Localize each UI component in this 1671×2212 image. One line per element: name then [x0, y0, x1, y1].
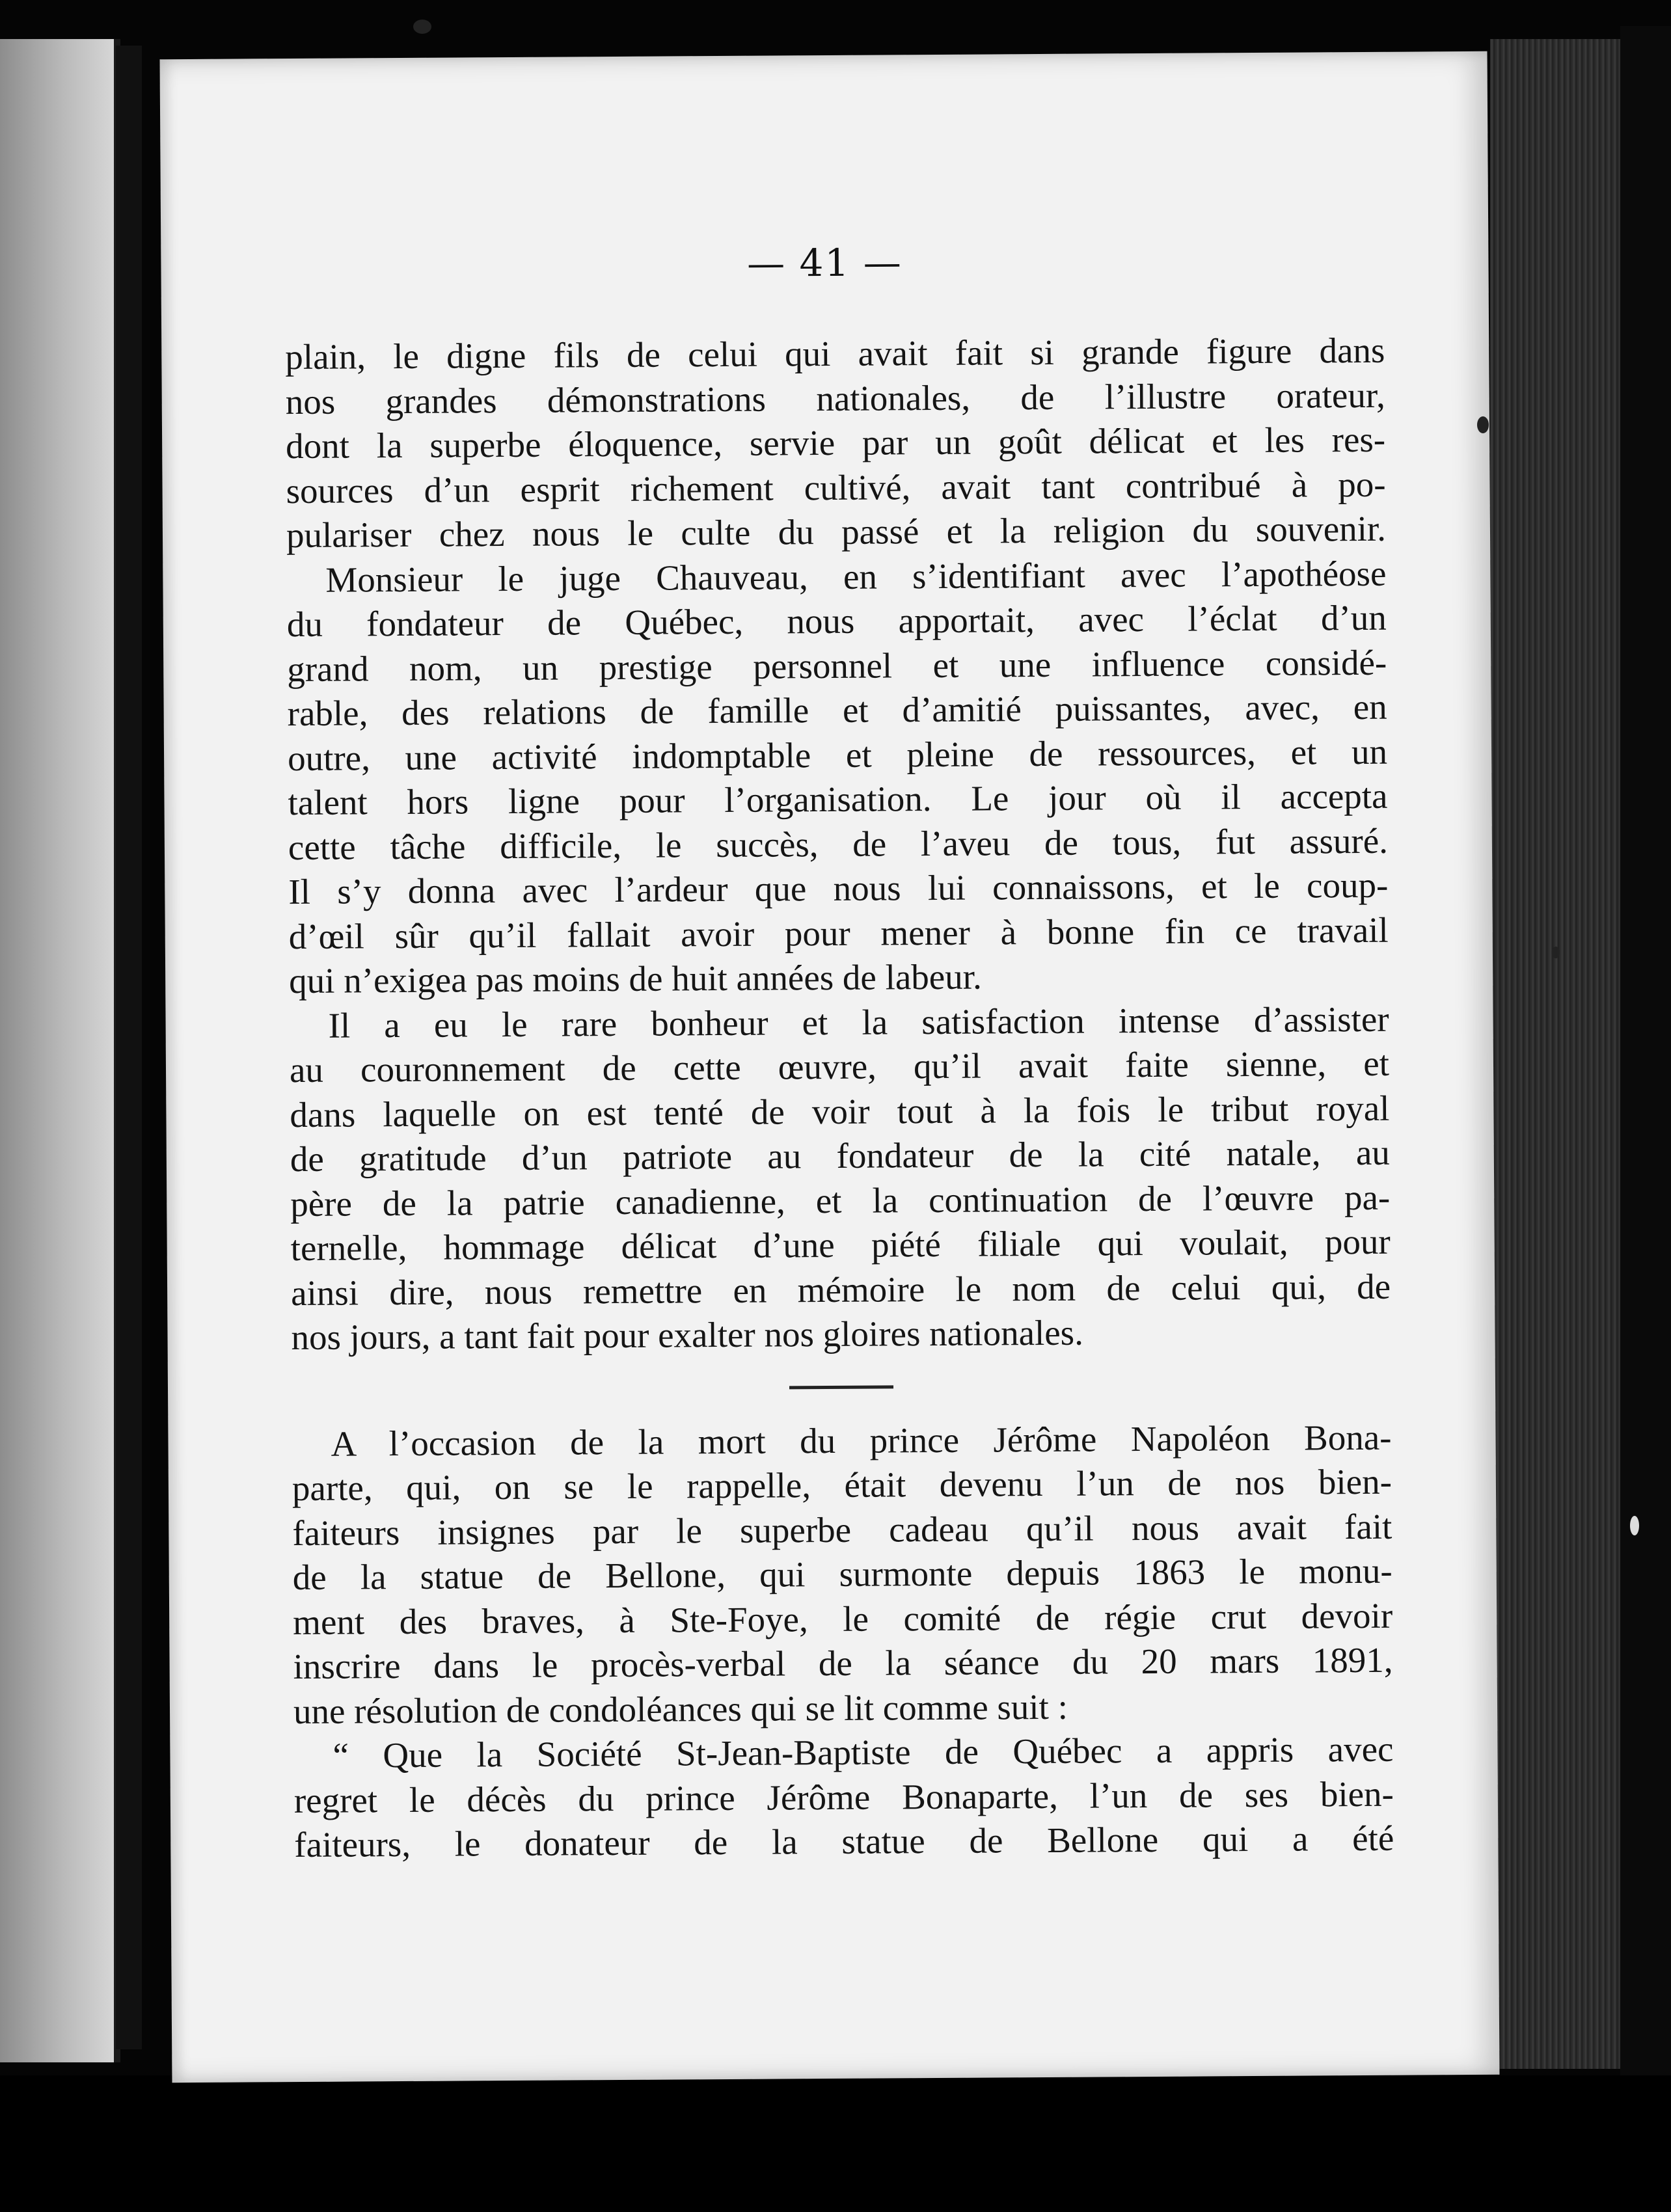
text-line: plain, le digne fils de celui qui avait fait si grande figure dans: [285, 330, 1385, 377]
dust-speck: [413, 20, 431, 34]
text-line: père de la patrie canadienne, et la continuation de l’œuvre pa-: [290, 1177, 1391, 1224]
text-line: A l’occasion de la mort du prince Jérôme Napoléon Bona-: [331, 1417, 1392, 1464]
text-line: rable, des relations de famille et d’amitié puissantes, avec, en: [287, 686, 1387, 734]
text-line: inscrire dans le procès-verbal de la séance du 20 mars 1891,: [293, 1639, 1393, 1687]
dust-speck: [1477, 416, 1489, 433]
page-text: [285, 329, 1394, 1868]
text-line: d’œil sûr qu’il fallait avoir pour mener à bonne fin ce travail: [288, 910, 1389, 956]
bottom-border: [0, 2075, 1671, 2212]
paragraph: [285, 329, 1386, 558]
text-line: Il a eu le rare bonheur et la satisfaction intense d’assister: [328, 999, 1389, 1045]
text-line: sources d’un esprit richement cultivé, avait tant contribué à po-: [286, 464, 1386, 511]
text-line: grand nom, un prestige personnel et une influence considé-: [287, 642, 1387, 689]
text-line: de gratitude d’un patriote au fondateur de la cité natale, au: [290, 1132, 1391, 1180]
text-line: ternelle, hommage délicat d’une piété filiale qui voulait, pour: [290, 1221, 1391, 1269]
text-line: outre, une activité indomptable et pleine de ressources, et un: [287, 731, 1388, 778]
text-line: de la statue de Bellone, qui surmonte depuis 1863 le monu-: [292, 1550, 1392, 1598]
book-page: [160, 51, 1500, 2083]
text-line: ment des braves, à Ste-Foye, le comité de régie crut devoir: [293, 1595, 1393, 1642]
paragraph: [289, 997, 1391, 1360]
text-line: dont la superbe éloquence, servie par un goût délicat et les res-: [285, 419, 1386, 466]
text-line: nos grandes démonstrations nationales, de l’illustre orateur,: [285, 375, 1385, 422]
page-number: — 41 —: [746, 240, 903, 286]
dust-speck: [1552, 947, 1560, 958]
text-line: pulariser chez nous le culte du passé et la religion du souvenir.: [286, 508, 1387, 556]
text-line: une résolution de condoléances qui se lit comme suit :: [293, 1686, 1068, 1731]
text-line: qui n’exigea pas moins de huit années de labeur.: [288, 956, 982, 1001]
text-line: nos jours, a tant fait pour exalter nos gloires nationales.: [291, 1312, 1084, 1358]
paragraph: [292, 1415, 1393, 1734]
gutter-shadow: [116, 46, 142, 2049]
dust-speck: [1630, 1516, 1639, 1535]
text-line: dans laquelle on est tenté de voir tout à la fois le tribut royal: [290, 1088, 1390, 1135]
text-line: cette tâche difficile, le succès, de l’aveu de tous, fut assuré.: [288, 820, 1389, 867]
left-page-edge: [0, 39, 120, 2062]
text-line: faiteurs, le donateur de la statue de Bellone qui a été: [294, 1818, 1394, 1865]
text-line: “ Que la Société St-Jean-Baptiste de Québec a appris avec: [333, 1729, 1394, 1775]
text-line: faiteurs insignes par le superbe cadeau qu’il nous avait fait: [292, 1506, 1392, 1553]
text-line: parte, qui, on se le rappelle, était devenu l’un de nos bien-: [292, 1461, 1392, 1509]
paragraph: [293, 1727, 1394, 1868]
text-line: regret le décès du prince Jérôme Bonaparte, l’un de ses bien-: [293, 1774, 1394, 1820]
text-line: du fondateur de Québec, nous apportait, avec l’éclat d’un: [286, 597, 1387, 645]
paragraph: [286, 551, 1389, 1003]
section-divider: [789, 1385, 893, 1389]
text-line: ainsi dire, nous remettre en mémoire le nom de celui qui, de: [290, 1266, 1391, 1313]
book-edge: [1620, 26, 1671, 2082]
text-line: au couronnement de cette œuvre, qu’il avait faite sienne, et: [289, 1043, 1390, 1090]
text-line: Il s’y donna avec l’ardeur que nous lui connaissons, et le coup-: [288, 865, 1389, 912]
page-stack-edge: [1490, 39, 1620, 2069]
text-line: talent hors ligne pour l’organisation. Le jour où il accepta: [288, 776, 1388, 823]
text-line: Monsieur le juge Chauveau, en s’identifiant avec l’apothéose: [325, 553, 1387, 600]
